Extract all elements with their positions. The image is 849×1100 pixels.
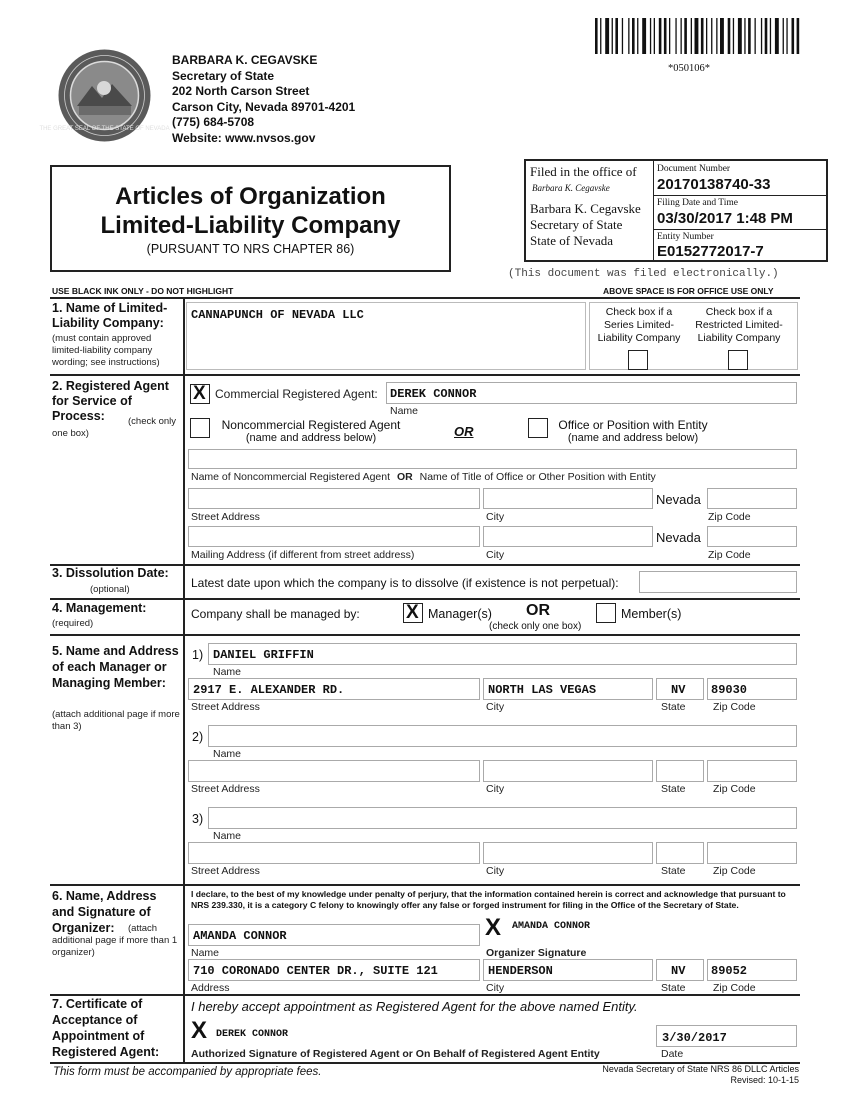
manager-3-street-field[interactable] bbox=[188, 842, 480, 864]
filing-officer-title: Secretary of State bbox=[530, 217, 623, 232]
agent-state-value: Nevada bbox=[656, 492, 701, 507]
managers-checkbox[interactable] bbox=[403, 603, 423, 623]
office-phone: (775) 684-5708 bbox=[172, 115, 255, 129]
manager-2-state-field[interactable] bbox=[656, 760, 704, 782]
manager-3-city-label: City bbox=[486, 865, 505, 877]
agent-zip-field[interactable] bbox=[707, 488, 797, 509]
entity-number: E0152772017-7 bbox=[657, 243, 764, 260]
series-llc-label: Check box if a Series Limited-Liability Company bbox=[597, 306, 681, 344]
entity-number-label: Entity Number bbox=[657, 232, 714, 242]
organizer-sig-mark: X bbox=[485, 914, 502, 941]
noncommercial-name-label: Name of Noncommercial Registered Agent OR Name of Title of Office or Other Position with Entity bbox=[191, 471, 656, 483]
manager-2-street-field[interactable] bbox=[188, 760, 480, 782]
manager-1-state-value: NV bbox=[671, 683, 686, 697]
agent-mailing-city-label: City bbox=[486, 549, 505, 561]
agent-sig-mark: X bbox=[191, 1017, 208, 1044]
section2-title: 2. Registered Agent for Service of Process: bbox=[52, 379, 169, 423]
manager-2-state-label: State bbox=[661, 783, 686, 795]
agent-date-label: Date bbox=[661, 1048, 684, 1060]
management-text: Company shall be managed by: bbox=[191, 607, 360, 621]
secretary-name: BARBARA K. CEGAVSKE bbox=[172, 53, 318, 67]
manager-2-city-field[interactable] bbox=[483, 760, 653, 782]
members-checkbox[interactable] bbox=[596, 603, 616, 623]
manager-3-name-label: Name bbox=[213, 830, 242, 842]
manager-3-name-field[interactable] bbox=[208, 807, 797, 829]
form-revision: Revised: 10-1-15 bbox=[730, 1075, 799, 1085]
office-position-checkbox[interactable] bbox=[528, 418, 548, 438]
organizer-address-value: 710 CORONADO CENTER DR., SUITE 121 bbox=[193, 964, 438, 978]
barcode-number: *050106* bbox=[668, 63, 710, 74]
organizer-signature-value: AMANDA CONNOR bbox=[512, 921, 591, 932]
section2-subtitle: (check only one box) bbox=[52, 416, 177, 439]
manager-1-name-value: DANIEL GRIFFIN bbox=[213, 648, 314, 662]
manager-3-city-field[interactable] bbox=[483, 842, 653, 864]
seal-text: THE GREAT SEAL OF THE STATE OF NEVADA bbox=[39, 126, 170, 132]
check-one-note: (check only one box) bbox=[489, 621, 582, 632]
dissolution-date-field[interactable] bbox=[639, 571, 797, 593]
agent-mailing-label: Mailing Address (if different from street address) bbox=[191, 549, 415, 561]
organizer-zip-value: 89052 bbox=[711, 964, 748, 978]
managers-label: Manager(s) bbox=[428, 607, 492, 621]
organizer-state-label: State bbox=[661, 982, 686, 994]
organizer-zip-label: Zip Code bbox=[713, 982, 756, 994]
section5-title: 5. Name and Address of each Manager or Managing Member: bbox=[52, 644, 179, 690]
form-title-line1: Articles of Organization bbox=[115, 183, 386, 210]
form-title-line2: Limited-Liability Company bbox=[100, 212, 401, 239]
organizer-signature-label: Organizer Signature bbox=[486, 947, 587, 959]
form-title-statute: (PURSUANT TO NRS CHAPTER 86) bbox=[146, 242, 355, 256]
commercial-agent-name-label: Name bbox=[390, 405, 419, 417]
ink-instruction: USE BLACK INK ONLY - DO NOT HIGHLIGHT bbox=[52, 286, 234, 296]
document-number: 20170138740-33 bbox=[657, 176, 771, 193]
manager-1-number: 1) bbox=[192, 648, 204, 662]
filed-in-office: Filed in the office of bbox=[530, 164, 637, 179]
office-address-line1: 202 North Carson Street bbox=[172, 84, 310, 98]
filing-box bbox=[524, 159, 828, 262]
management-or: OR bbox=[526, 602, 550, 619]
section3-subtitle: (optional) bbox=[90, 584, 130, 595]
manager-2-name-field[interactable] bbox=[208, 725, 797, 747]
manager-2-zip-field[interactable] bbox=[707, 760, 797, 782]
organizer-address-label: Address bbox=[191, 982, 230, 994]
manager-1-street-label: Street Address bbox=[191, 701, 260, 713]
state-seal bbox=[39, 48, 170, 143]
section3-title: 3. Dissolution Date: bbox=[52, 566, 169, 580]
commercial-agent-value: DEREK CONNOR bbox=[390, 387, 477, 401]
noncommercial-agent-label: Noncommercial Registered Agent (name and address below) bbox=[221, 418, 401, 444]
secretary-title: Secretary of State bbox=[172, 68, 275, 83]
office-address-line2: Carson City, Nevada 89701-4201 bbox=[172, 99, 356, 114]
form-identifier: Nevada Secretary of State NRS 86 DLLC Articles bbox=[602, 1064, 799, 1074]
series-llc-checkbox[interactable] bbox=[628, 350, 648, 370]
agent-mailing-field[interactable] bbox=[188, 526, 480, 547]
section5-subtitle: (attach additional page if more than 3) bbox=[52, 709, 180, 732]
organizer-state-value: NV bbox=[671, 964, 686, 978]
secretary-block bbox=[172, 53, 355, 146]
manager-2-name-label: Name bbox=[213, 748, 242, 760]
agent-signature-label: Authorized Signature of Registered Agent or On Behalf of Registered Agent Entity bbox=[191, 1048, 600, 1060]
electronic-filing-note: (This document was filed electronically.) bbox=[508, 268, 779, 280]
dissolution-text: Latest date upon which the company is to dissolve (if existence is not perpetual): bbox=[191, 576, 619, 590]
agent-or-separator: OR bbox=[454, 424, 474, 439]
filing-date: 03/30/2017 1:48 PM bbox=[657, 210, 793, 227]
fees-note: This form must be accompanied by appropriate fees. bbox=[53, 1066, 322, 1078]
section4-title: 4. Management: bbox=[52, 601, 147, 615]
organizer-city-value: HENDERSON bbox=[488, 964, 553, 978]
manager-1-street-value: 2917 E. ALEXANDER RD. bbox=[193, 683, 345, 697]
barcode bbox=[595, 18, 800, 54]
office-position-label: Office or Position with Entity (name and address below) bbox=[558, 418, 708, 444]
members-label: Member(s) bbox=[621, 607, 682, 621]
organizer-name-label: Name bbox=[191, 947, 220, 959]
restricted-llc-label: Check box if a Restricted Limited-Liability Company bbox=[695, 306, 783, 344]
agent-street-field[interactable] bbox=[188, 488, 480, 509]
company-name-value: CANNAPUNCH OF NEVADA LLC bbox=[191, 308, 364, 322]
agent-city-field[interactable] bbox=[483, 488, 653, 509]
agent-mailing-zip-label: Zip Code bbox=[708, 549, 751, 561]
agent-mailing-state-value: Nevada bbox=[656, 530, 701, 545]
section4-subtitle: (required) bbox=[52, 618, 94, 629]
commercial-agent-checkbox[interactable] bbox=[190, 384, 210, 404]
organizer-city-label: City bbox=[486, 982, 505, 994]
acceptance-text: I hereby accept appointment as Registered Agent for the above named Entity. bbox=[191, 999, 638, 1014]
agent-mailing-city-field[interactable] bbox=[483, 526, 653, 547]
agent-date-value: 3/30/2017 bbox=[662, 1031, 727, 1045]
manager-1-zip-label: Zip Code bbox=[713, 701, 756, 713]
manager-3-number: 3) bbox=[192, 812, 204, 826]
section6-subtitle: (attach additional page if more than 1 organizer) bbox=[52, 923, 178, 958]
section7-title: 7. Certificate of Acceptance of Appointment of Registered Agent: bbox=[52, 997, 160, 1059]
manager-3-state-label: State bbox=[661, 865, 686, 877]
agent-signature-value: DEREK CONNOR bbox=[216, 1029, 289, 1040]
manager-3-street-label: Street Address bbox=[191, 865, 260, 877]
filing-state: State of Nevada bbox=[530, 233, 614, 248]
agent-mailing-zip-field[interactable] bbox=[707, 526, 797, 547]
manager-2-number: 2) bbox=[192, 730, 204, 744]
office-use-note: ABOVE SPACE IS FOR OFFICE USE ONLY bbox=[603, 286, 774, 296]
manager-3-zip-field[interactable] bbox=[707, 842, 797, 864]
filing-date-label: Filing Date and Time bbox=[657, 198, 739, 208]
manager-3-zip-label: Zip Code bbox=[713, 865, 756, 877]
restricted-llc-checkbox[interactable] bbox=[728, 350, 748, 370]
noncommercial-name-field[interactable] bbox=[188, 449, 797, 469]
section1-title: 1. Name of Limited-Liability Company: bbox=[52, 301, 168, 330]
commercial-agent-label: Commercial Registered Agent: bbox=[215, 387, 378, 401]
manager-1-zip-value: 89030 bbox=[711, 683, 748, 697]
perjury-declaration: I declare, to the best of my knowledge under penalty of perjury, that the information contained herein is correct and acknowledge that pursuant to NRS 239.330, it is a category C felony to knowingly offer any false or forged instrument for filing in the Office of the Secretary of State. bbox=[191, 889, 786, 910]
section6-title: 6. Name, Address and Signature of Organizer: bbox=[52, 889, 157, 935]
noncommercial-agent-checkbox[interactable] bbox=[190, 418, 210, 438]
manager-2-city-label: City bbox=[486, 783, 505, 795]
manager-2-street-label: Street Address bbox=[191, 783, 260, 795]
document-number-label: Document Number bbox=[657, 164, 731, 174]
section1-subtitle: (must contain approved limited-liability company wording; see instructions) bbox=[52, 333, 160, 368]
filing-officer-name: Barbara K. Cegavske bbox=[530, 201, 641, 216]
manager-1-name-label: Name bbox=[213, 666, 242, 678]
manager-1-city-value: NORTH LAS VEGAS bbox=[488, 683, 597, 697]
manager-1-city-label: City bbox=[486, 701, 505, 713]
manager-3-state-field[interactable] bbox=[656, 842, 704, 864]
agent-zip-label: Zip Code bbox=[708, 511, 751, 523]
agent-city-label: City bbox=[486, 511, 505, 523]
manager-1-state-label: State bbox=[661, 701, 686, 713]
office-website: Website: www.nvsos.gov bbox=[172, 130, 316, 145]
title-box bbox=[50, 165, 451, 272]
agent-street-label: Street Address bbox=[191, 511, 260, 523]
secretary-signature: Barbara K. Cegavske bbox=[532, 183, 610, 193]
manager-2-zip-label: Zip Code bbox=[713, 783, 756, 795]
organizer-name-value: AMANDA CONNOR bbox=[193, 929, 287, 943]
